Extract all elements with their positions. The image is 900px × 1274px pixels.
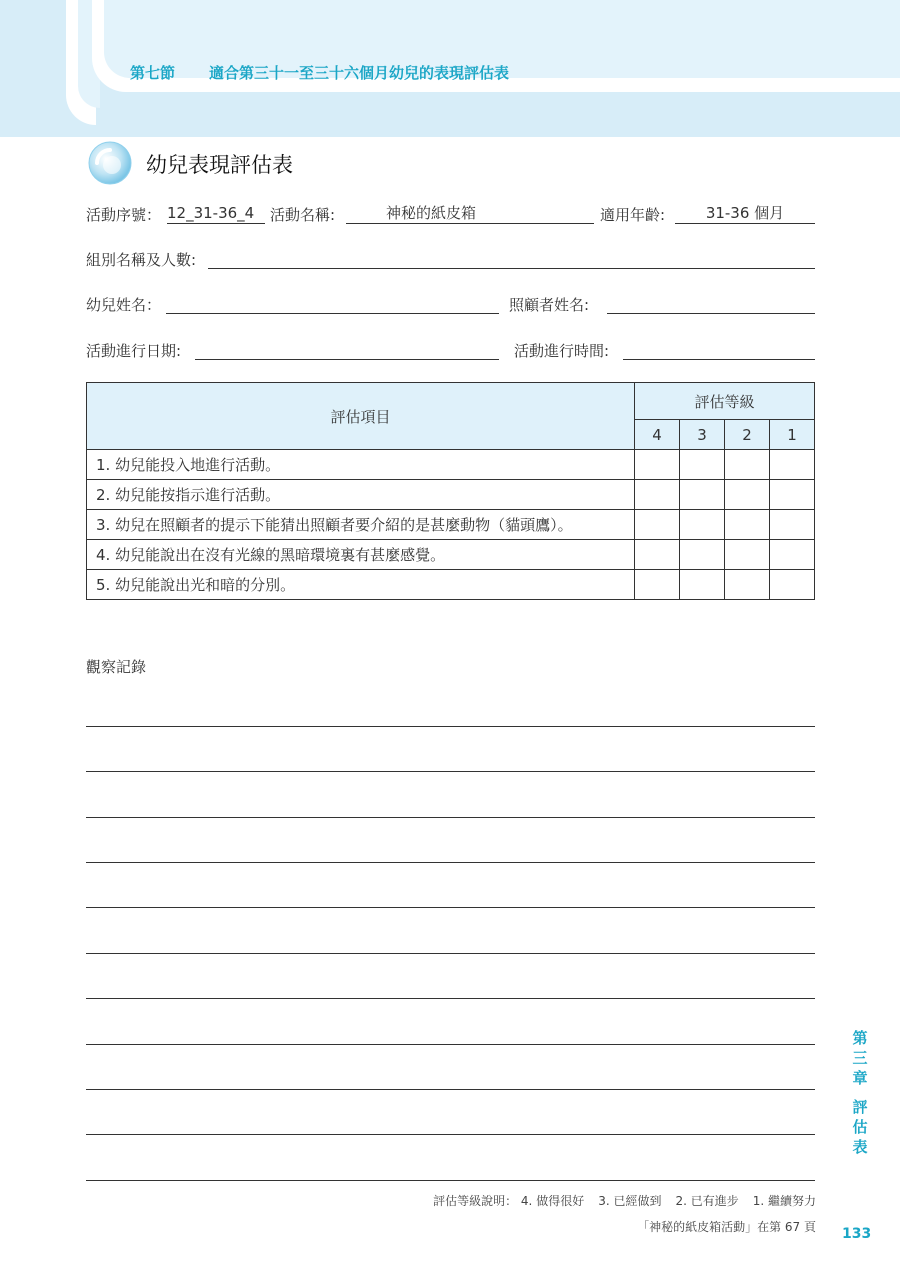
level-cell[interactable]	[725, 510, 770, 540]
side-char: 三	[852, 1049, 868, 1067]
group-field[interactable]	[208, 248, 815, 269]
observation-line[interactable]	[86, 817, 815, 818]
table-row	[87, 570, 815, 600]
time-field[interactable]	[623, 339, 815, 360]
level-cell[interactable]	[770, 480, 815, 510]
item-text: 5. 幼兒能說出光和暗的分別。	[87, 570, 635, 600]
table-row	[87, 510, 815, 540]
level-2-header: 2	[725, 420, 770, 450]
evaluation-table	[86, 382, 815, 600]
page-title: 幼兒表現評估表	[146, 153, 293, 177]
level-cell[interactable]	[680, 570, 725, 600]
age-value: 31-36 個月	[675, 203, 815, 224]
level-cell[interactable]	[680, 480, 725, 510]
observation-line[interactable]	[86, 953, 815, 954]
observation-line[interactable]	[86, 862, 815, 863]
level-cell[interactable]	[635, 570, 680, 600]
item-text: 1. 幼兒能投入地進行活動。	[87, 450, 635, 480]
side-char: 估	[852, 1118, 868, 1136]
age-label: 適用年齡:	[600, 206, 666, 224]
section-number: 第七節	[130, 64, 176, 82]
side-char: 表	[852, 1138, 868, 1156]
item-header: 評估項目	[87, 383, 635, 450]
item-text: 2. 幼兒能按指示進行活動。	[87, 480, 635, 510]
level-cell[interactable]	[725, 450, 770, 480]
level-cell[interactable]	[725, 570, 770, 600]
activity-name-value: 神秘的紙皮箱	[346, 203, 594, 224]
carer-name-field[interactable]	[607, 293, 815, 314]
child-name-label: 幼兒姓名：	[86, 296, 162, 314]
activity-no-label: 活動序號：	[86, 206, 162, 224]
level-3-header: 3	[680, 420, 725, 450]
observation-line[interactable]	[86, 907, 815, 908]
child-name-field[interactable]	[166, 293, 499, 314]
observation-line[interactable]	[86, 998, 815, 999]
page-number: 133	[842, 1226, 872, 1242]
level-1-header: 1	[770, 420, 815, 450]
table-row	[87, 480, 815, 510]
group-label: 組別名稱及人數:	[86, 251, 197, 269]
legend-level-3: 3. 已經做到	[598, 1194, 662, 1208]
carer-name-label: 照顧者姓名:	[509, 296, 590, 314]
item-text: 3. 幼兒在照顧者的提示下能猜出照顧者要介紹的是甚麼動物（貓頭鷹）。	[87, 510, 635, 540]
level-cell[interactable]	[770, 450, 815, 480]
level-header: 評估等級	[635, 383, 815, 420]
level-4-header: 4	[635, 420, 680, 450]
bubble-icon	[88, 141, 132, 185]
observation-line[interactable]	[86, 726, 815, 727]
observation-line[interactable]	[86, 1134, 815, 1135]
observation-label: 觀察記錄	[86, 658, 147, 676]
side-tab-topic	[850, 1097, 870, 1157]
side-char: 評	[852, 1098, 868, 1116]
activity-no-value: 12_31-36_4	[167, 203, 265, 224]
observation-line[interactable]	[86, 771, 815, 772]
level-cell[interactable]	[725, 480, 770, 510]
item-text: 4. 幼兒能說出在沒有光線的黑暗環境裏有甚麼感覺。	[87, 540, 635, 570]
time-label: 活動進行時間:	[514, 342, 610, 360]
observation-line[interactable]	[86, 1044, 815, 1045]
legend-level-2: 2. 已有進步	[675, 1194, 739, 1208]
level-cell[interactable]	[770, 540, 815, 570]
level-cell[interactable]	[725, 540, 770, 570]
date-field[interactable]	[195, 339, 499, 360]
legend-level-4: 評估等級說明： 4. 做得很好	[433, 1194, 585, 1208]
section-header	[130, 62, 509, 83]
level-cell[interactable]	[635, 540, 680, 570]
observation-line[interactable]	[86, 1180, 815, 1181]
side-tab-chapter	[850, 1028, 870, 1088]
side-char: 第	[852, 1029, 868, 1047]
level-cell[interactable]	[635, 450, 680, 480]
page-reference: 「神秘的紙皮箱活動」在第 67 頁	[637, 1220, 816, 1234]
level-cell[interactable]	[770, 570, 815, 600]
level-cell[interactable]	[635, 480, 680, 510]
table-row	[87, 540, 815, 570]
date-label: 活動進行日期:	[86, 342, 182, 360]
table-row	[87, 450, 815, 480]
side-char: 章	[852, 1069, 868, 1087]
level-cell[interactable]	[770, 510, 815, 540]
level-cell[interactable]	[680, 510, 725, 540]
observation-line[interactable]	[86, 1089, 815, 1090]
level-cell[interactable]	[680, 450, 725, 480]
level-cell[interactable]	[635, 510, 680, 540]
level-legend	[433, 1192, 816, 1209]
activity-name-label: 活動名稱:	[270, 206, 336, 224]
level-cell[interactable]	[680, 540, 725, 570]
section-title: 適合第三十一至三十六個月幼兒的表現評估表	[209, 64, 510, 82]
legend-level-1: 1. 繼續努力	[752, 1194, 816, 1208]
